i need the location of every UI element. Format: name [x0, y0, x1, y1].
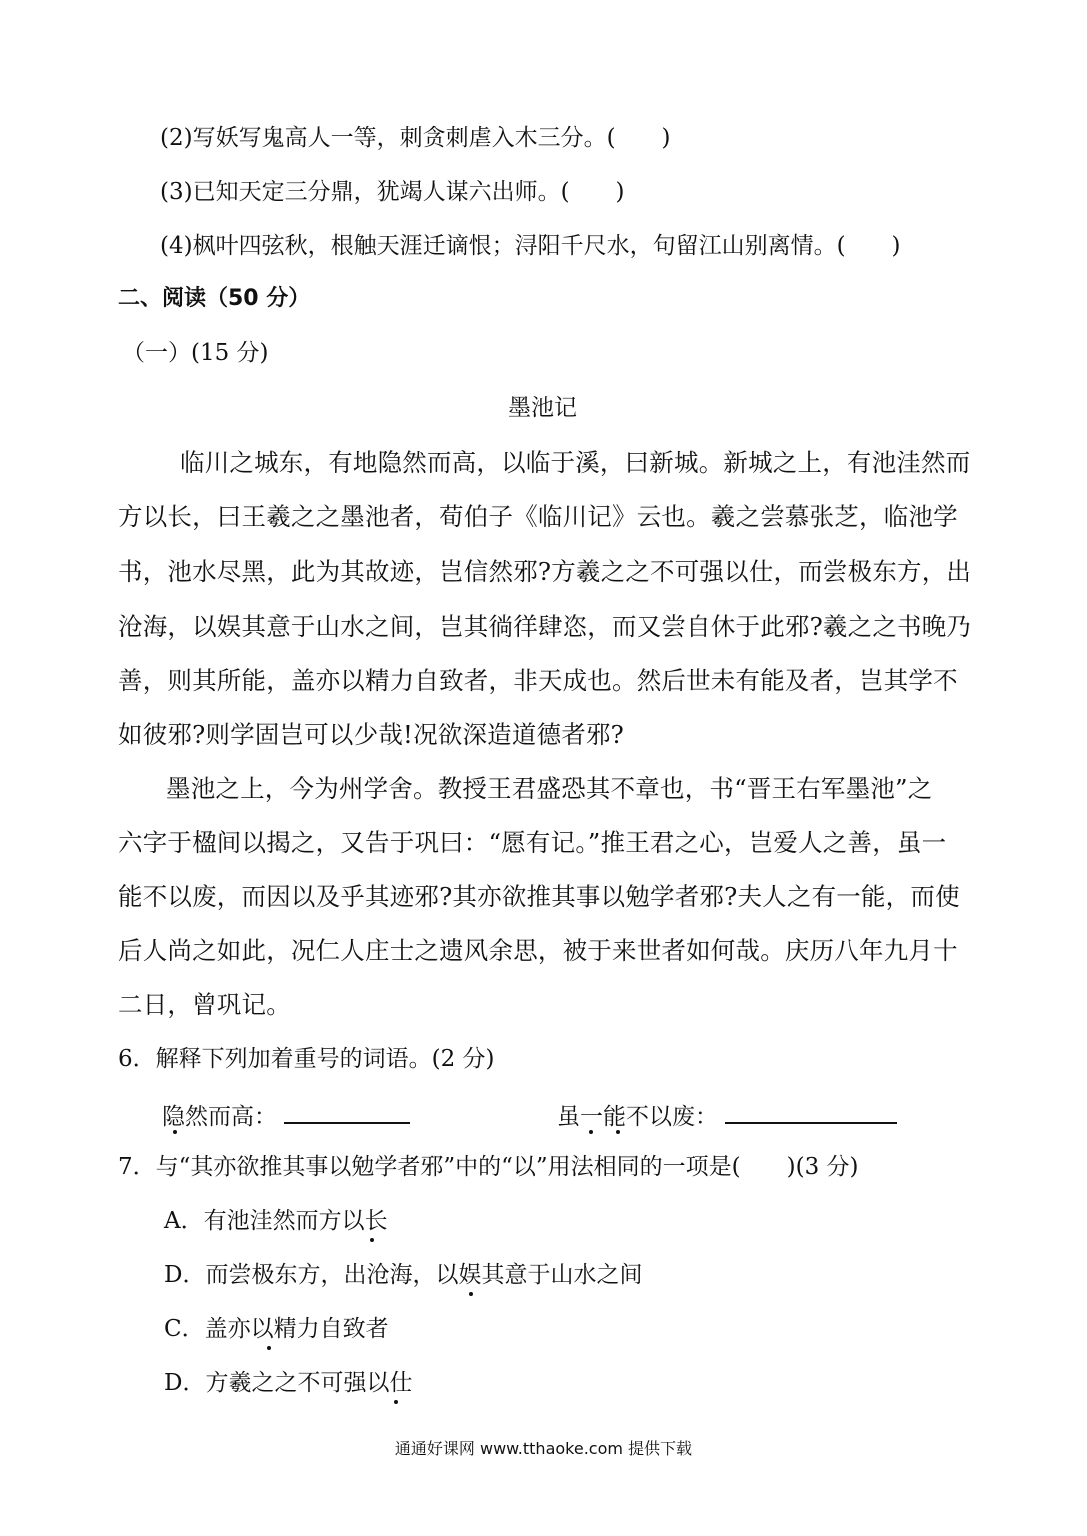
- question-6-item-1-label: 隐然而高：: [162, 1104, 277, 1130]
- question-7-option[interactable]: C．盖亦以精力自致者: [164, 1316, 389, 1342]
- passage-line: 二日，曾巩记。: [118, 990, 291, 1019]
- passage-line: 能不以废，而因以及乎其迹邪?其亦欲推其事以勉学者邪?夫人之有一能，而使: [118, 882, 960, 911]
- passage-line: 沧海，以娱其意于山水之间，岂其徜徉肆恣，而又尝自休于此邪?羲之之书晚乃: [118, 612, 972, 641]
- answer-blank-2[interactable]: [725, 1098, 897, 1124]
- question-6-item-2: [557, 1098, 897, 1132]
- emphasis-dot: [617, 1127, 618, 1128]
- section-heading: 二、阅读（50 分）: [118, 286, 311, 311]
- question-7-option[interactable]: D．方羲之之不可强以仕: [164, 1370, 413, 1396]
- footer-credit: 通通好课网 www.tthaoke.com 提供下载: [394, 1439, 693, 1458]
- passage-line: 方以长，曰王羲之之墨池者，荀伯子《临川记》云也。羲之尝慕张芝，临池学: [118, 502, 958, 531]
- answer-blank-1[interactable]: [284, 1098, 410, 1124]
- emphasis-dot: [395, 1397, 396, 1398]
- emphasis-dot: [268, 1343, 269, 1344]
- question-6-item-1: [162, 1098, 410, 1132]
- emphasis-dot: [590, 1127, 591, 1128]
- question-item-2: (2)写妖写鬼高人一等，刺贪刺虐入木三分。( ): [160, 125, 671, 151]
- subsection-heading: （一）(15 分): [122, 340, 269, 366]
- passage-line: 如彼邪?则学固岂可以少哉!况欲深造道德者邪?: [118, 720, 625, 749]
- passage-line: 六字于楹间以揭之，又告于巩曰：“愿有记。”推王君之心，岂爱人之善，虽一: [118, 828, 947, 857]
- question-6-item-2-label: 虽一能不以废：: [557, 1104, 718, 1130]
- question-item-3: (3)已知天定三分鼎，犹竭人谋六出师。( ): [160, 179, 625, 205]
- emphasis-dot: [371, 1235, 372, 1236]
- emphasis-dot: [470, 1289, 471, 1290]
- question-7-stem: 7．与“其亦欲推其事以勉学者邪”中的“以”用法相同的一项是( )(3 分): [118, 1154, 859, 1180]
- passage-line: 墨池之上，今为州学舍。教授王君盛恐其不章也，书“晋王右军墨池”之: [166, 774, 933, 803]
- passage-line: 善，则其所能，盖亦以精力自致者，非天成也。然后世未有能及者，岂其学不: [118, 666, 958, 695]
- passage-line: 书，池水尽黑，此为其故迹，岂信然邪?方羲之之不可强以仕，而尝极东方，出: [118, 557, 972, 586]
- question-item-4: (4)枫叶四弦秋，根触天涯迁谪恨；浔阳千尺水，句留江山别离情。( ): [160, 233, 901, 259]
- question-7-option[interactable]: D．而尝极东方，出沧海，以娱其意于山水之间: [164, 1262, 643, 1288]
- passage-title: 墨池记: [508, 395, 577, 421]
- question-6-stem: 6．解释下列加着重号的词语。(2 分): [118, 1046, 495, 1072]
- question-7-option[interactable]: A．有池洼然而方以长: [164, 1208, 388, 1234]
- passage-line: 后人尚之如此，况仁人庄士之遗风余思，被于来世者如何哉。庆历八年九月十: [118, 936, 958, 965]
- emphasis-dot: [174, 1127, 175, 1128]
- passage-line: 临川之城东，有地隐然而高，以临于溪，曰新城。新城之上，有池洼然而: [180, 448, 971, 477]
